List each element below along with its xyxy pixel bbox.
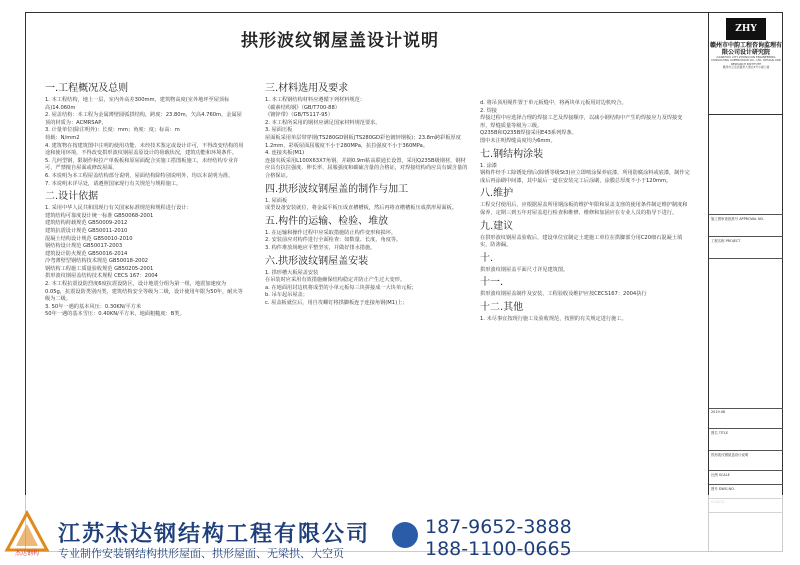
paragraph: c. 屋盖板就位后，用自攻螺钉将拱脚板连于连接角钢(M1)上；: [265, 299, 408, 306]
paragraph: 建筑结构荷载规范 GB50009-2012: [45, 220, 128, 227]
paragraph: 建筑抗震设计规范 GB50011-2010: [45, 227, 128, 234]
tb-date: 2019.08: [709, 409, 783, 429]
tb-drawing: 图名 TITLE: [709, 429, 783, 451]
paragraph: 1. 屋面板: [265, 197, 288, 204]
document-title: 拱形波纹钢屋盖设计说明: [241, 31, 439, 51]
watermark-phone-1: 187-9652-3888: [425, 516, 572, 538]
tb-approval: 施工图审查批准号 APPROVAL NO.: [709, 215, 783, 237]
paragraph: 拱形波纹钢屋盖平面尺寸详见建筑图。: [480, 266, 569, 273]
watermark-phone-2: 188-1100-0665: [425, 538, 572, 560]
paragraph: 2. 屋盖结构：本工程为金属薄壁圆弧拱结构，跨度：23.80m，矢高4.760m，金属屋顶的材质为：ACMRSAP。: [45, 112, 242, 126]
paragraph: 3. 计量单位(除注明外)：长度：mm；角度：度；标高：m: [45, 127, 180, 134]
company-name-en: GANZHOU CITY ZHONGYUN ENGINEERING CONSULTING SUPERVISION CO., LTD. DESIGN AND RESEARCH INSTITUTE: [711, 55, 781, 66]
section-heading: 七.钢结构涂装: [480, 148, 544, 160]
paragraph: 在吊装时应采用有效措施确保结构稳定并防止产生过大变形。: [265, 277, 406, 284]
section-heading: 八.维护: [480, 188, 514, 200]
paragraph: 1. 本工程结构，地上一层，室内外高差300mm，建筑物高度(室外地坪至屋顶标高)14.060m: [45, 97, 230, 111]
paragraph: 荷载：N/mm2: [45, 134, 80, 141]
section-heading: 二.设计依据: [45, 191, 99, 203]
paragraph: 钢结构设计规范 GB50017-2003: [45, 243, 123, 250]
paragraph: 1. 本工程钢结构材料应遵循下列材料规范：: [265, 97, 365, 103]
company-address: 赣州市章贡区赣州大道北4号小楼门楼: [722, 65, 770, 70]
section-heading: 九.建议: [480, 220, 514, 232]
paragraph: 冷弯薄壁型钢结构技术规范 GB50018-2002: [45, 258, 149, 265]
paragraph: 混凝土结构设计规范 GB50010-2010: [45, 235, 133, 242]
paragraph: 成型设备安装就位，将金属平板压成直槽槽板，然后再将直槽槽板压成拱形屋面板。: [265, 205, 457, 212]
watermark-logo-icon: [4, 510, 50, 556]
paragraph: 建筑设计防火规范 GB50016-2014: [45, 250, 128, 257]
paragraph: 图中未注明焊缝高度均为6mm。: [480, 137, 556, 144]
tb-blank-1: [709, 115, 783, 215]
paragraph: 2. 安装前应对构件进行全面检查：如数量、长度、角度等。: [265, 237, 402, 244]
title-block: [708, 12, 783, 552]
paragraph: 2. 本工程所采用的钢材应满足国家材料规范要求。: [265, 119, 381, 126]
tb-project: 工程名称 PROJECT: [709, 237, 783, 259]
section-heading: 四.拱形波纹钢屋盖的制作与加工: [265, 183, 409, 195]
paragraph: 1. 未尽事宜按现行施工及验收规范，按照的有关规定进行施工。: [480, 315, 627, 322]
paragraph: 《镀锌带》（GB/T5117-95）: [265, 112, 333, 119]
paragraph: 3. 屋面压板: [265, 127, 293, 134]
company-logo: ZHY: [726, 18, 766, 40]
watermark-logo-caption: 杰达钢构: [14, 550, 40, 556]
paragraph: b. 吊车起吊屋盖；: [265, 292, 308, 299]
paragraph: 连接夹板采用L100X63X7角钢，并刷0.9m粘高联通长设置，采用Q235B级钢材，钢材应具有抗拉强度、伸长率、屈服强度和碳硫含量的合格证，对焊接结构尚应具有碳含量的合格保证。: [265, 157, 468, 179]
paragraph: 焊接过程中应选择合理的焊接工艺及焊接顺序，以减小钢结构中产生的焊接应力及焊接变形，焊缝质量等级为三级。: [480, 115, 683, 129]
paragraph: 4. 建筑物在按建筑图中注明的使用功能、未经技术鉴定或设计许可，不得改变结构的用途和使用环境，不得改变拱形波纹钢屋盖原设计的荷载状况，建筑功能和环境条件。: [45, 142, 244, 157]
paragraph: 在拱形波纹钢屋盖验收后，建设单位宜制定土建施工单位在拱脚部分用C20细石混凝土填实，防渗漏。: [480, 234, 683, 249]
section-heading: 一.工程概况及总则: [45, 83, 129, 94]
tb-drawing-title: 拱形波纹钢屋盖设计说明: [709, 451, 783, 471]
watermark-phones: [395, 516, 572, 560]
paragraph: 屋面板采用单层带穿钢(TS280GD钢板(TS280GD彩色镀锌钢板)；23.8m跨彩板厚度1.2mm，彩板屋面屈服度不小于280MPa，抗拉强度不小于360MPa。: [265, 134, 461, 149]
section-heading: 六.拱形波纹钢屋盖安装: [265, 255, 369, 267]
paragraph: a. 在地面用封边机将成型的小单元板每三块拼接成一大块单元板；: [265, 284, 417, 291]
paragraph: 钢结构工程施工质量验收规范 GB50205-2001: [45, 265, 154, 272]
paragraph: Q235B和Q235B焊接采用E43系列焊条。: [480, 130, 577, 137]
section-heading: 十.: [480, 252, 494, 264]
company-logo-box: [709, 18, 783, 115]
paragraph: 1. 采用中华人民共和国现行有关国家标准规范和规程进行设计：: [45, 205, 192, 212]
middle-column: [265, 80, 470, 307]
tb-scale: 比例 SCALE: [709, 471, 783, 485]
paragraph: 6. 本说明为本工程屋盖结构部分说明，屋面结构除特别说明外，均以本说明为准。: [45, 172, 234, 179]
paragraph: 1. 涂漆: [480, 162, 497, 169]
paragraph: 2. 本工程抗震设防烈度6度抗震设防区，设计地震分组为第一组，地震加速度为0.05g，抗震设防类别丙类，建筑结构安全等级为二级，设计使用年限为50年，耐火等级为二级。: [45, 281, 243, 303]
tb-blank-2: [709, 259, 783, 409]
paragraph: 工程交付使用后，应根据屋盖所用钢涂板的维护年限和屋盖支座的使用条件制定维护制度和保养，定期三到五年对屋盖进行检查和维修，维修和加固应在专业人员的指导下进行。: [480, 202, 688, 216]
paragraph: 50年一遇的基本雪压：0.40KN/平方米，地面粗糙度：B类。: [45, 311, 185, 318]
section-heading: 十二.其他: [480, 301, 524, 313]
right-column: [480, 100, 690, 324]
paragraph: d. 将吊顶用绳件置于单元板缝中，将两块单元板用封边机咬合。: [480, 100, 627, 106]
paragraph: 拱形波纹钢屋盖制作及安装、工程验收及维护应按CECS167：2004执行: [480, 291, 647, 298]
paragraph: 2. 焊接: [480, 107, 497, 114]
paragraph: 建筑结构可靠度设计统一标准 GB50068-2001: [45, 212, 154, 219]
left-column: [45, 80, 245, 319]
watermark-slogan: 专业制作安装钢结构拱形屋面、拱形屋面、无梁拱、大空页: [58, 547, 344, 560]
tb-sheet-no: 图号 DWG NO.: [709, 485, 783, 499]
paragraph: 《碳素结构钢》（GB/T700-88）: [265, 104, 340, 111]
paragraph: 4. 连接夹板(M1): [265, 150, 305, 157]
section-heading: 五.构件的运输、检验、堆放: [265, 215, 389, 227]
company-name: 赣州市中韵工程咨询监理有限公司设计研究院: [709, 42, 782, 56]
paragraph: 钢构件经手工除锈处理后(除锈等级St3)应立即喷涂保养底漆，所用防腐涂料或底漆，制作完成后再涂刷中间漆，其中最后一道在安装完工后涂刷，涂膜总厚度不小于120mm。: [480, 170, 690, 184]
paragraph: 3. 50年一遇的基本风压：0.30KN/平方米: [45, 303, 142, 310]
paragraph: 拱形波纹钢屋盖结构技术规程 CECS 167：2004: [45, 273, 158, 280]
paragraph: 5. 几何型钢，限制作和拉产单板板和原屋面配合实施工搭图板施工，未经结构专业许可，严禁擅自屋面或修改屋面。: [45, 157, 239, 172]
section-heading: 十一.: [480, 277, 504, 289]
section-heading: 三.材料选用及要求: [265, 83, 349, 94]
paragraph: 7. 本说明未详尽处，请遵照国家现行有关规范与规程施工。: [45, 180, 182, 187]
paragraph: 3. 构件堆放场地应平整坚实，并做好排水措施。: [265, 244, 376, 251]
paragraph: 1. 拱形槽大板屋盖安装: [265, 269, 319, 276]
paragraph: 1. 在运输和操作过程中应采取措施防止构件变形和损坏。: [265, 229, 397, 236]
watermark-company: 江苏杰达钢结构工程有限公司: [58, 522, 371, 547]
